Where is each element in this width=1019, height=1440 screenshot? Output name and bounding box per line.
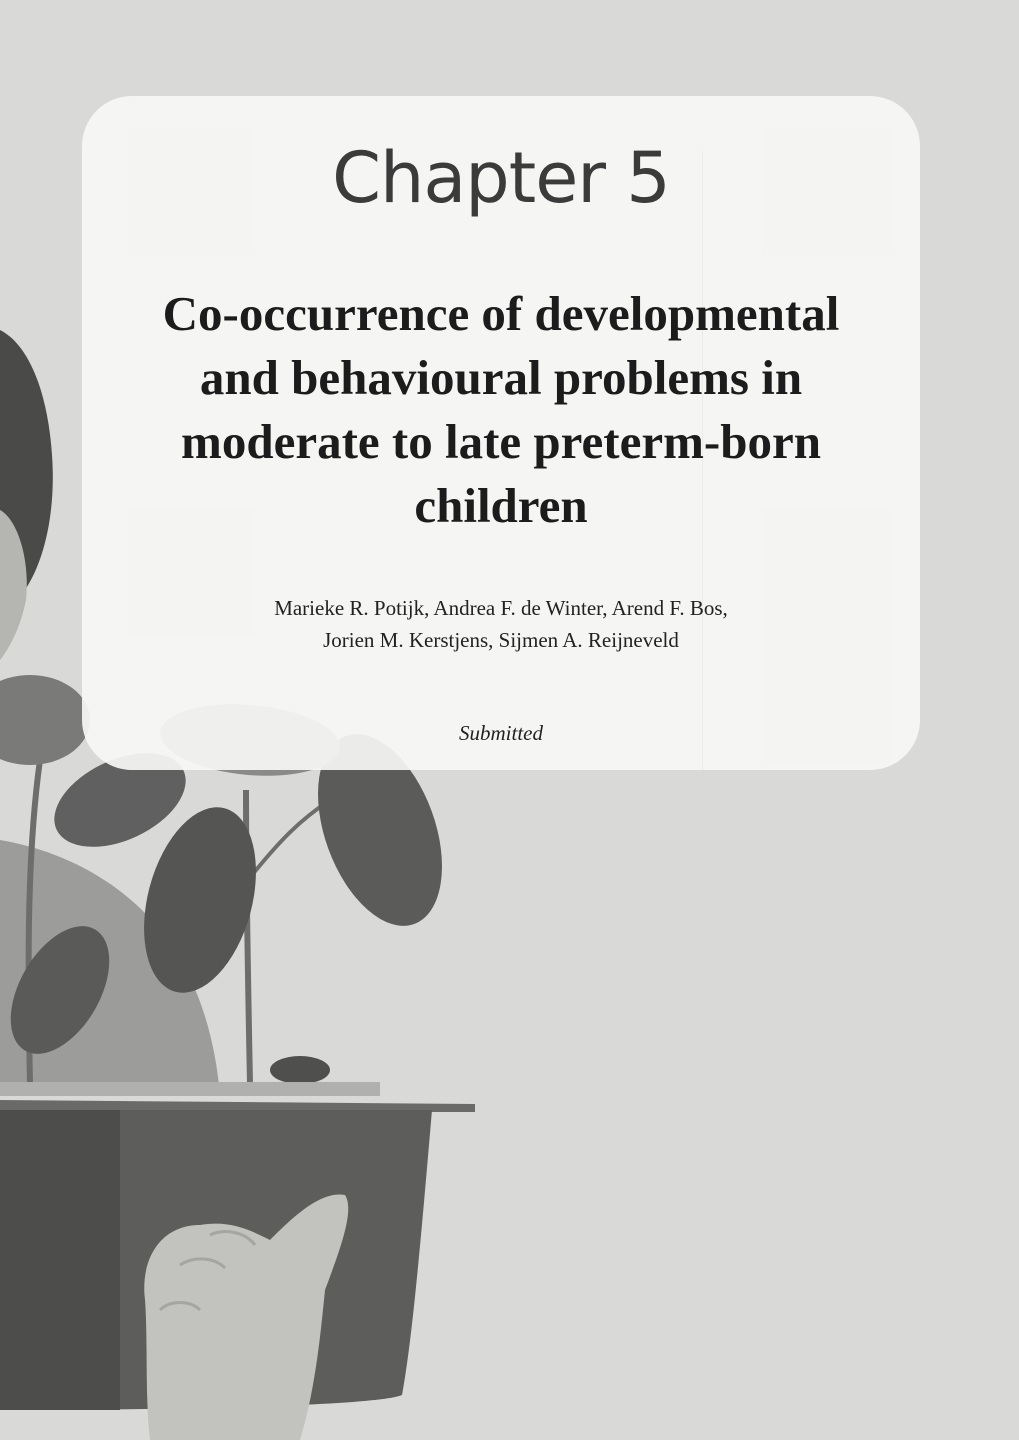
chapter-title: Co-occurrence of developmental and behavioural problems in moderate to late preterm-born children (162, 286, 840, 533)
chapter-number: Chapter 5 (332, 137, 670, 219)
pot-rim (0, 1082, 380, 1096)
authors-line: Jorien M. Kerstjens, Sijmen A. Reijneveld (323, 628, 679, 652)
plant-stem (248, 800, 330, 880)
author-list (142, 592, 860, 656)
publication-status: Submitted (459, 721, 543, 745)
authors-line: Marieke R. Potijk, Andrea F. de Winter, Arend F. Bos, (274, 596, 728, 620)
title-card (82, 96, 920, 770)
pot-shadow (0, 1110, 120, 1410)
leaf (0, 675, 90, 765)
leaf (270, 1056, 330, 1084)
